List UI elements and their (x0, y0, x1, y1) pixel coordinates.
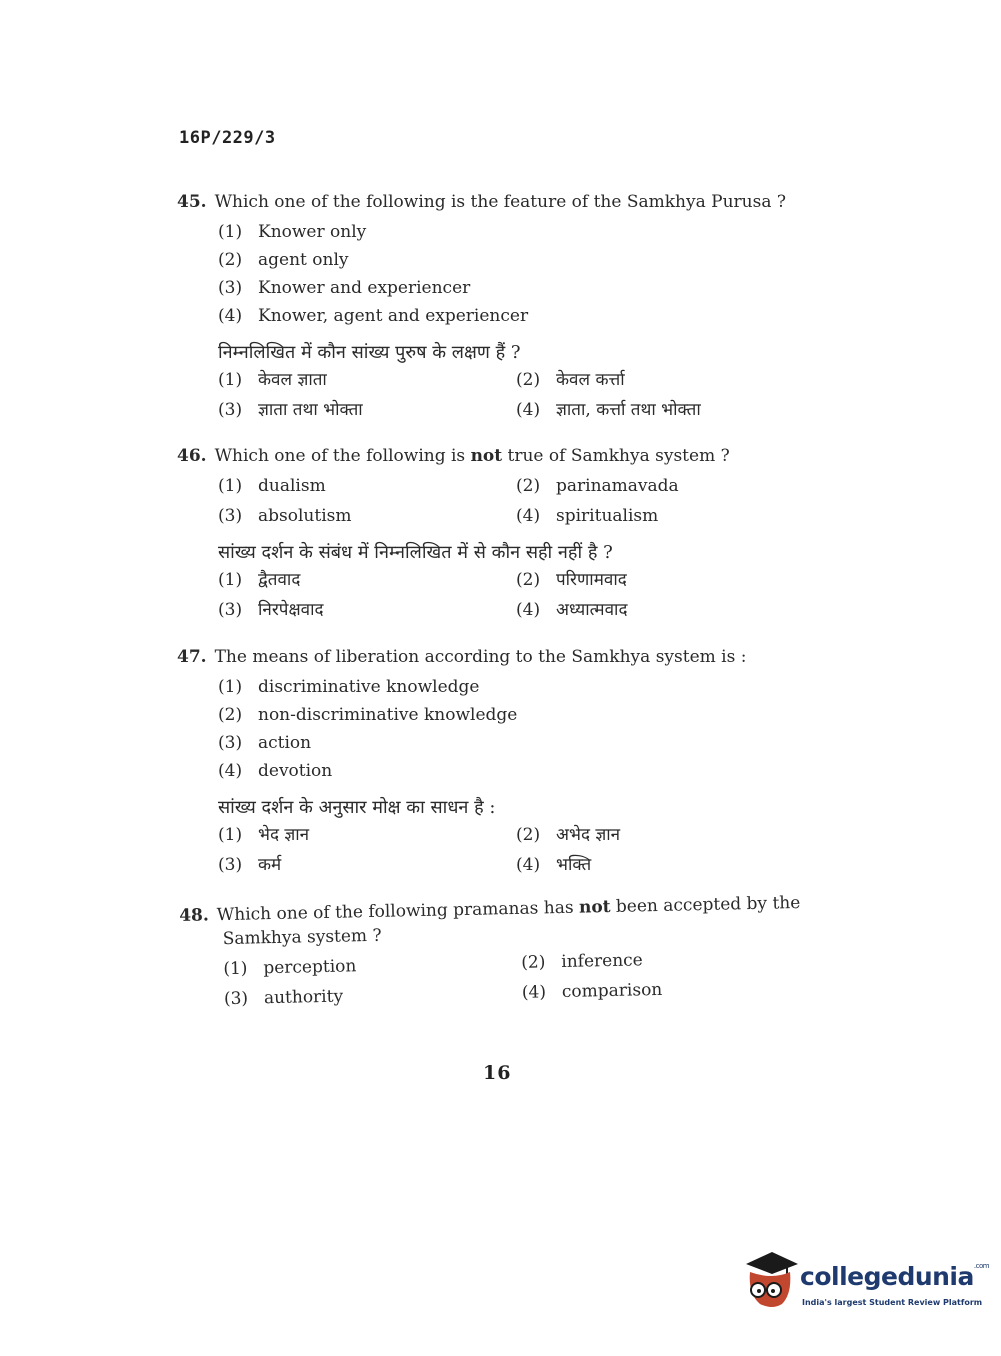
option: (3) कर्म (218, 855, 282, 875)
option: (4) भक्ति (516, 855, 592, 875)
option: (2) परिणामवाद (516, 570, 627, 590)
option: (4) devotion (218, 761, 333, 781)
option: (3) authority (223, 986, 344, 1010)
mascot-icon (742, 1250, 800, 1314)
option: (3) निरपेक्षवाद (218, 600, 324, 620)
option: (2) inference (521, 950, 643, 973)
options-english (218, 218, 817, 330)
option: (1) discriminative knowledge (218, 677, 480, 697)
question-text: Which one of the following is the feature of the Samkhya Purusa ? (214, 192, 786, 212)
question-text: Which one of the following is not true of Samkhya system ? (214, 446, 730, 466)
options-hindi (218, 566, 817, 624)
question-number: 46. (177, 446, 207, 466)
brand-tagline: India's largest Student Review Platform (802, 1298, 983, 1307)
options-hindi (218, 366, 817, 424)
question-number: 48. (179, 905, 210, 926)
brand-name: collegedunia$^{.com}$ (800, 1262, 990, 1291)
option: (2) agent only (218, 250, 349, 270)
hindi-question: सांख्य दर्शन के संबंध में निम्नलिखित में से कौन सही नहीं है ? (218, 542, 613, 563)
option: (4) spiritualism (516, 506, 659, 526)
option: (2) अभेद ज्ञान (516, 825, 621, 845)
question-48 (179, 891, 821, 1014)
question-47 (177, 645, 817, 879)
option: (1) perception (223, 956, 357, 980)
option: (2) केवल कर्त्ता (516, 370, 625, 390)
option: (4) ज्ञाता, कर्त्ता तथा भोक्ता (516, 400, 701, 420)
question-45 (177, 190, 817, 424)
option: (1) द्वैतवाद (218, 570, 301, 590)
paper-code: 16P/229/3 (179, 128, 276, 148)
question-text-continued: Samkhya system ? (222, 925, 382, 950)
question-number: 45. (177, 192, 207, 212)
option: (4) अध्यात्मवाद (516, 600, 628, 620)
options-english (218, 472, 817, 530)
hindi-question: निम्नलिखित में कौन सांख्य पुरुष के लक्षण हैं ? (218, 342, 521, 363)
option: (2) non-discriminative knowledge (218, 705, 518, 725)
option: (3) ज्ञाता तथा भोक्ता (218, 400, 363, 420)
question-46 (177, 444, 817, 624)
option: (1) भेद ज्ञान (218, 825, 310, 845)
options-hindi (218, 821, 817, 879)
question-text: Which one of the following pramanas has not been accepted by the (216, 892, 801, 926)
question-text: The means of liberation according to the Samkhya system is : (214, 647, 747, 667)
option: (2) parinamavada (516, 476, 679, 496)
option: (4) Knower, agent and experiencer (218, 306, 529, 326)
option: (3) action (218, 733, 312, 753)
option: (4) comparison (521, 979, 663, 1003)
collegedunia-logo (742, 1250, 990, 1320)
option: (3) Knower and experiencer (218, 278, 471, 298)
question-number: 47. (177, 647, 207, 667)
option: (1) केवल ज्ञाता (218, 370, 327, 390)
option: (1) dualism (218, 476, 326, 496)
options-english (223, 943, 821, 1013)
option: (1) Knower only (218, 222, 367, 242)
options-english (218, 673, 817, 785)
page-number: 16 (483, 1062, 512, 1084)
hindi-question: सांख्य दर्शन के अनुसार मोक्ष का साधन है : (218, 797, 496, 818)
option: (3) absolutism (218, 506, 352, 526)
